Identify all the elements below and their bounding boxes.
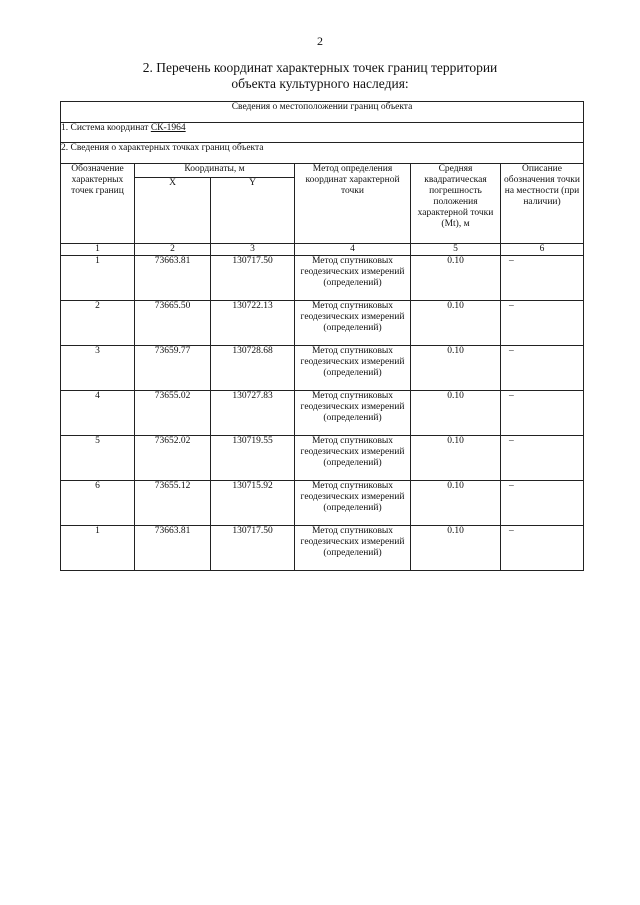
table-row (61, 256, 584, 301)
header-method: Метод определения координат характерной точки (295, 164, 411, 244)
cell-y: 130722.13 (211, 301, 295, 346)
coordinates-table (60, 101, 584, 571)
cell-y: 130715.92 (211, 481, 295, 526)
cell-point: 2 (61, 301, 135, 346)
cell-x: 73655.12 (135, 481, 211, 526)
cell-accuracy: 0.10 (411, 436, 501, 481)
table-row (61, 346, 584, 391)
cell-accuracy: 0.10 (411, 391, 501, 436)
table-row (61, 301, 584, 346)
cell-description: – (501, 481, 584, 526)
column-number: 5 (411, 244, 501, 256)
cell-description: – (501, 301, 584, 346)
cell-x: 73655.02 (135, 391, 211, 436)
cell-description: – (501, 256, 584, 301)
cell-y: 130717.50 (211, 256, 295, 301)
cell-point: 3 (61, 346, 135, 391)
cell-method: Метод спутниковых геодезических измерений (определений) (295, 526, 411, 571)
table-row (61, 481, 584, 526)
cell-x: 73665.50 (135, 301, 211, 346)
title-line-2: объекта культурного наследия: (231, 76, 409, 91)
cell-method: Метод спутниковых геодезических измерений (определений) (295, 256, 411, 301)
cell-y: 130719.55 (211, 436, 295, 481)
header-x: X (135, 178, 211, 244)
column-number: 2 (135, 244, 211, 256)
cell-x: 73652.02 (135, 436, 211, 481)
cell-accuracy: 0.10 (411, 481, 501, 526)
cell-point: 5 (61, 436, 135, 481)
cell-point: 1 (61, 526, 135, 571)
coord-system-name: СК-1964 (150, 123, 186, 133)
cell-point: 1 (61, 256, 135, 301)
header-accuracy: Средняя квадратическая погрешность положения характерной точки (Mt), м (411, 164, 501, 244)
cell-accuracy: 0.10 (411, 301, 501, 346)
column-number: 6 (501, 244, 584, 256)
cell-description: – (501, 436, 584, 481)
cell-method: Метод спутниковых геодезических измерений (определений) (295, 481, 411, 526)
cell-description: – (501, 526, 584, 571)
cell-y: 130728.68 (211, 346, 295, 391)
cell-method: Метод спутниковых геодезических измерений (определений) (295, 346, 411, 391)
column-number: 1 (61, 244, 135, 256)
title-line-1: 2. Перечень координат характерных точек границ территории (142, 60, 498, 75)
info-header: Сведения о местоположении границ объекта (61, 102, 584, 123)
page-number: 2 (317, 34, 323, 48)
cell-accuracy: 0.10 (411, 346, 501, 391)
points-section-header: 2. Сведения о характерных точках границ объекта (61, 143, 584, 164)
header-coordinates: Координаты, м (135, 164, 295, 178)
cell-method: Метод спутниковых геодезических измерений (определений) (295, 436, 411, 481)
header-designation: Обозначение характерных точек границ (61, 164, 135, 244)
coord-system-label: 1. Система координат (61, 123, 151, 133)
cell-description: – (501, 346, 584, 391)
cell-method: Метод спутниковых геодезических измерений (определений) (295, 301, 411, 346)
table-row (61, 436, 584, 481)
cell-x: 73659.77 (135, 346, 211, 391)
cell-point: 4 (61, 391, 135, 436)
document-title (0, 60, 640, 92)
column-number: 4 (295, 244, 411, 256)
cell-method: Метод спутниковых геодезических измерений (определений) (295, 391, 411, 436)
cell-accuracy: 0.10 (411, 256, 501, 301)
cell-description: – (501, 391, 584, 436)
column-numbers-row (61, 244, 584, 256)
coord-system-row (61, 123, 584, 143)
cell-x: 73663.81 (135, 526, 211, 571)
cell-point: 6 (61, 481, 135, 526)
table-row (61, 526, 584, 571)
header-description: Описание обозначения точки на местности (при наличии) (501, 164, 584, 244)
cell-x: 73663.81 (135, 256, 211, 301)
cell-accuracy: 0.10 (411, 526, 501, 571)
header-y: Y (211, 178, 295, 244)
cell-y: 130717.50 (211, 526, 295, 571)
column-number: 3 (211, 244, 295, 256)
cell-y: 130727.83 (211, 391, 295, 436)
table-row (61, 391, 584, 436)
